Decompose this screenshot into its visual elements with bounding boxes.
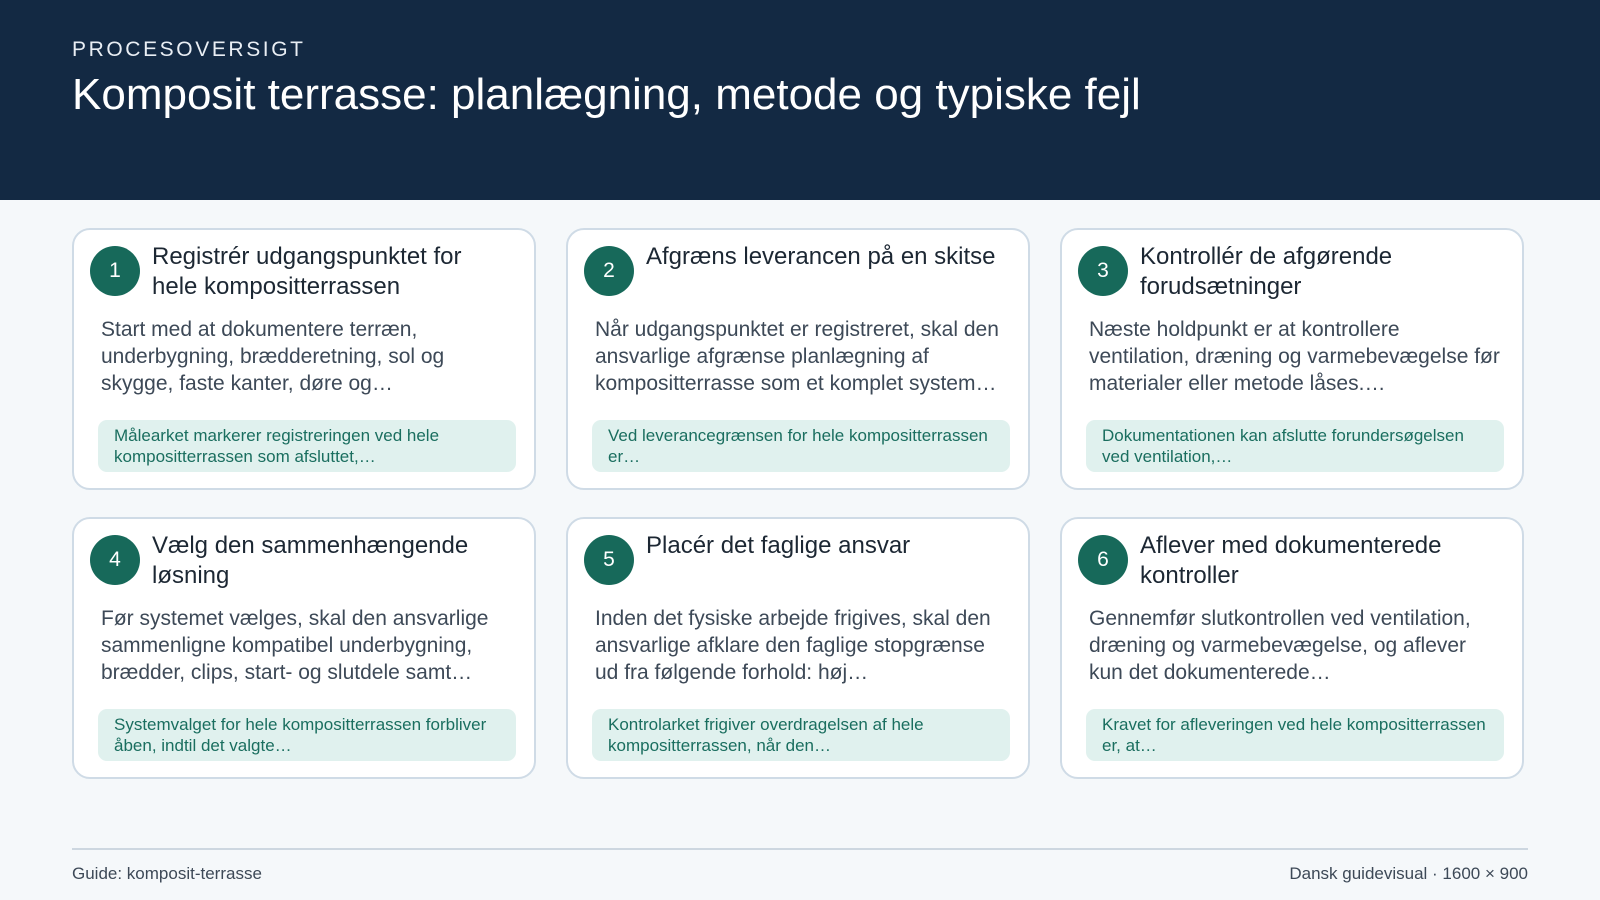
- step-title: Aflever med dokumenterede kontroller: [1140, 532, 1442, 589]
- step-title: Kontrollér de afgørende forudsætninger: [1140, 243, 1393, 300]
- step-note: Målearket markerer registreringen ved hele kompositterrassen som afsluttet,…: [98, 420, 516, 472]
- section-eyebrow: PROCESOVERSIGT: [72, 38, 306, 61]
- step-description: Før systemet vælges, skal den ansvarlige sammenligne kompatibel underbygning, brædder, clips, start- og slutdele samt…: [101, 607, 489, 684]
- step-note: Systemvalget for hele kompositterrassen forbliver åben, indtil det valgte…: [98, 709, 516, 761]
- step-card-3: [1060, 228, 1524, 490]
- step-card-5: [566, 517, 1030, 779]
- step-description: Start med at dokumentere terræn, underbygning, brædderetning, sol og skygge, faste kanter, døre og…: [101, 318, 445, 395]
- step-description: Næste holdpunkt er at kontrollere ventilation, dræning og varmebevægelse før materialer eller metode låses.…: [1089, 318, 1500, 395]
- step-description: Inden det fysiske arbejde frigives, skal den ansvarlige afklare den faglige stopgrænse ud fra følgende forhold: høj…: [595, 607, 991, 684]
- step-number-badge: 4: [90, 535, 140, 585]
- step-note: Kravet for afleveringen ved hele kompositterrassen er, at…: [1086, 709, 1504, 761]
- step-title: Registrér udgangspunktet for hele kompositterrassen: [152, 243, 462, 300]
- step-card-2: [566, 228, 1030, 490]
- step-card-1: [72, 228, 536, 490]
- step-title: Afgræns leverancen på en skitse: [646, 243, 996, 270]
- footer-guide-label: Guide: komposit-terrasse: [72, 864, 262, 883]
- header-banner: [0, 0, 1600, 200]
- step-number-badge: 6: [1078, 535, 1128, 585]
- step-description: Når udgangspunktet er registreret, skal den ansvarlige afgrænse planlægning af kompositterrasse som et komplet system…: [595, 318, 999, 395]
- step-description: Gennemfør slutkontrollen ved ventilation, dræning og varmebevægelse, og aflever kun det dokumenterede…: [1089, 607, 1471, 684]
- step-title: Placér det faglige ansvar: [646, 532, 911, 559]
- step-title: Vælg den sammenhængende løsning: [152, 532, 469, 589]
- step-note: Dokumentationen kan afslutte forundersøgelsen ved ventilation,…: [1086, 420, 1504, 472]
- footer-divider: [72, 848, 1528, 850]
- step-note: Kontrolarket frigiver overdragelsen af hele kompositterrassen, når den…: [592, 709, 1010, 761]
- step-number-badge: 2: [584, 246, 634, 296]
- step-card-6: [1060, 517, 1524, 779]
- step-card-4: [72, 517, 536, 779]
- step-note: Ved leverancegrænsen for hele kompositterrassen er…: [592, 420, 1010, 472]
- footer-meta-label: Dansk guidevisual · 1600 × 900: [1289, 864, 1528, 883]
- step-number-badge: 5: [584, 535, 634, 585]
- step-number-badge: 3: [1078, 246, 1128, 296]
- page-title: Komposit terrasse: planlægning, metode og typiske fejl: [72, 70, 1141, 119]
- step-number-badge: 1: [90, 246, 140, 296]
